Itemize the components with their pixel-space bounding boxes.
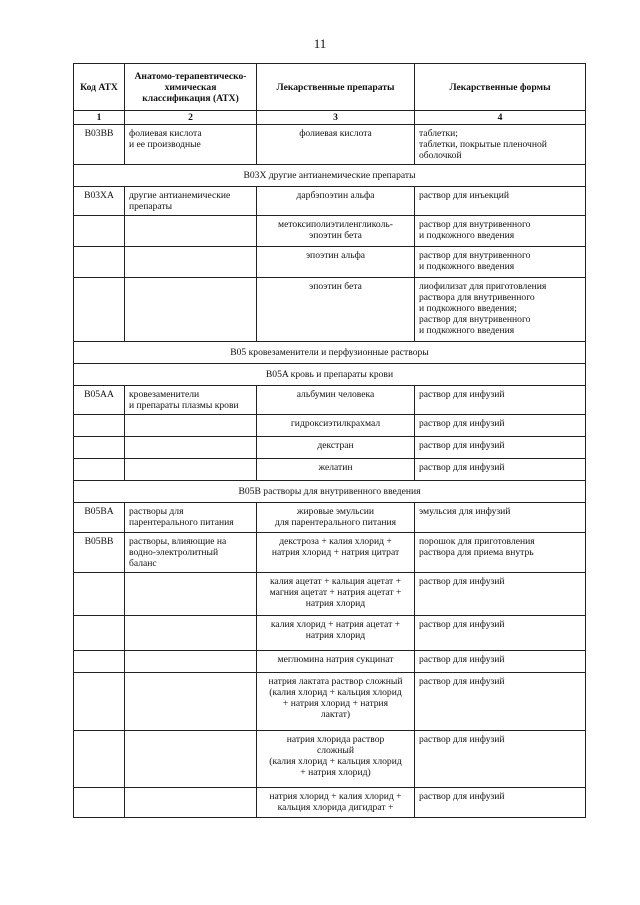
dosage-form-cell: раствор для внутривенного и подкожного введения (415, 216, 586, 247)
classification-cell (125, 415, 257, 437)
dosage-form-cell: раствор для внутривенного и подкожного введения (415, 247, 586, 278)
classification-cell: растворы, влияющие на водно-электролитный баланс (125, 533, 257, 573)
dosage-form-cell: раствор для инфузий (415, 386, 586, 415)
column-number: 3 (257, 111, 415, 125)
dosage-form-cell: раствор для инфузий (415, 651, 586, 673)
header-classification: Анатомо-терапевтическо- химическая классификация (АТХ) (125, 64, 257, 111)
classification-cell: другие антианемические препараты (125, 187, 257, 216)
classification-cell: кровезаменители и препараты плазмы крови (125, 386, 257, 415)
dosage-form-cell: раствор для инфузий (415, 616, 586, 651)
classification-cell: растворы для парентерального питания (125, 503, 257, 533)
drug-cell: метоксиполиэтиленгликоль- эпоэтин бета (257, 216, 415, 247)
classification-cell (125, 459, 257, 481)
dosage-form-cell: порошок для приготовления раствора для приема внутрь (415, 533, 586, 573)
atx-code-cell (74, 247, 125, 278)
atx-code-cell (74, 616, 125, 651)
drug-cell: декстроза + калия хлорид + натрия хлорид + натрия цитрат (257, 533, 415, 573)
classification-cell (125, 216, 257, 247)
table-row (74, 503, 586, 533)
atx-code-cell (74, 415, 125, 437)
section-row (74, 481, 586, 503)
atx-code-cell (74, 673, 125, 731)
dosage-form-cell: раствор для инфузий (415, 459, 586, 481)
atx-code-cell (74, 651, 125, 673)
section-title: B05B растворы для внутривенного введения (74, 481, 586, 503)
drug-cell: альбумин человека (257, 386, 415, 415)
column-number: 2 (125, 111, 257, 125)
page-number: 11 (313, 36, 327, 51)
table-row (74, 415, 586, 437)
drug-cell: натрия хлорид + калия хлорид + кальция хлорида дигидрат + (257, 788, 415, 818)
atx-code-cell: B03BB (74, 125, 125, 165)
classification-cell (125, 278, 257, 342)
section-title: B05 кровезаменители и перфузионные растворы (74, 342, 586, 364)
section-row (74, 364, 586, 386)
atx-code-cell: B05BA (74, 503, 125, 533)
column-number: 1 (74, 111, 125, 125)
section-title: B05A кровь и препараты крови (74, 364, 586, 386)
classification-cell: фолиевая кислота и ее производные (125, 125, 257, 165)
drug-cell: эпоэтин альфа (257, 247, 415, 278)
header-drugs: Лекарственные препараты (257, 64, 415, 111)
table-row (74, 533, 586, 573)
atx-code-cell (74, 278, 125, 342)
drug-cell: калия хлорид + натрия ацетат + натрия хлорид (257, 616, 415, 651)
table-body (74, 125, 586, 818)
table-row (74, 125, 586, 165)
table-row (74, 673, 586, 731)
classification-cell (125, 616, 257, 651)
atx-code-cell (74, 459, 125, 481)
table-row (74, 459, 586, 481)
section-row (74, 165, 586, 187)
drug-cell: фолиевая кислота (257, 125, 415, 165)
drug-cell: декстран (257, 437, 415, 459)
classification-cell (125, 651, 257, 673)
dosage-form-cell: раствор для инфузий (415, 437, 586, 459)
atx-code-cell (74, 788, 125, 818)
classification-cell (125, 247, 257, 278)
atx-code-cell: B05AA (74, 386, 125, 415)
table-row (74, 616, 586, 651)
dosage-form-cell: раствор для инфузий (415, 731, 586, 788)
atx-code-cell (74, 437, 125, 459)
dosage-form-cell: таблетки; таблетки, покрытые пленочной оболочкой (415, 125, 586, 165)
dosage-form-cell: эмульсия для инфузий (415, 503, 586, 533)
atx-code-cell: B03XA (74, 187, 125, 216)
dosage-form-cell: лиофилизат для приготовления раствора для внутривенного и подкожного введения; раствор для внутривенного и подкожного введения (415, 278, 586, 342)
atx-code-cell (74, 573, 125, 616)
table-header-row (74, 64, 586, 111)
classification-cell (125, 731, 257, 788)
column-number: 4 (415, 111, 586, 125)
atx-code-cell: B05BB (74, 533, 125, 573)
table-row (74, 247, 586, 278)
drug-cell: желатин (257, 459, 415, 481)
drug-cell: жировые эмульсии для парентерального питания (257, 503, 415, 533)
atx-drug-table (73, 63, 586, 818)
classification-cell (125, 788, 257, 818)
classification-cell (125, 673, 257, 731)
dosage-form-cell: раствор для инфузий (415, 415, 586, 437)
classification-cell (125, 573, 257, 616)
dosage-form-cell: раствор для инфузий (415, 673, 586, 731)
column-number-row (74, 111, 586, 125)
section-title: B03X другие антианемические препараты (74, 165, 586, 187)
dosage-form-cell: раствор для инъекций (415, 187, 586, 216)
classification-cell (125, 437, 257, 459)
table-row (74, 386, 586, 415)
section-row (74, 342, 586, 364)
dosage-form-cell: раствор для инфузий (415, 573, 586, 616)
drug-cell: калия ацетат + кальция ацетат + магния ацетат + натрия ацетат + натрия хлорид (257, 573, 415, 616)
drug-cell: натрия лактата раствор сложный (калия хлорид + кальция хлорид + натрия хлорид + натрия лактат) (257, 673, 415, 731)
table-row (74, 651, 586, 673)
drug-cell: натрия хлорида раствор сложный (калия хлорид + кальция хлорид + натрия хлорид) (257, 731, 415, 788)
drug-cell: меглюмина натрия сукцинат (257, 651, 415, 673)
table-row (74, 216, 586, 247)
table-row (74, 187, 586, 216)
dosage-form-cell: раствор для инфузий (415, 788, 586, 818)
drug-cell: дарбэпоэтин альфа (257, 187, 415, 216)
table-row (74, 437, 586, 459)
atx-code-cell (74, 216, 125, 247)
drug-cell: гидроксиэтилкрахмал (257, 415, 415, 437)
table-row (74, 731, 586, 788)
atx-code-cell (74, 731, 125, 788)
drug-cell: эпоэтин бета (257, 278, 415, 342)
header-forms: Лекарственные формы (415, 64, 586, 111)
table-row (74, 278, 586, 342)
table-row (74, 573, 586, 616)
table-row (74, 788, 586, 818)
header-code: Код АТХ (74, 64, 125, 111)
